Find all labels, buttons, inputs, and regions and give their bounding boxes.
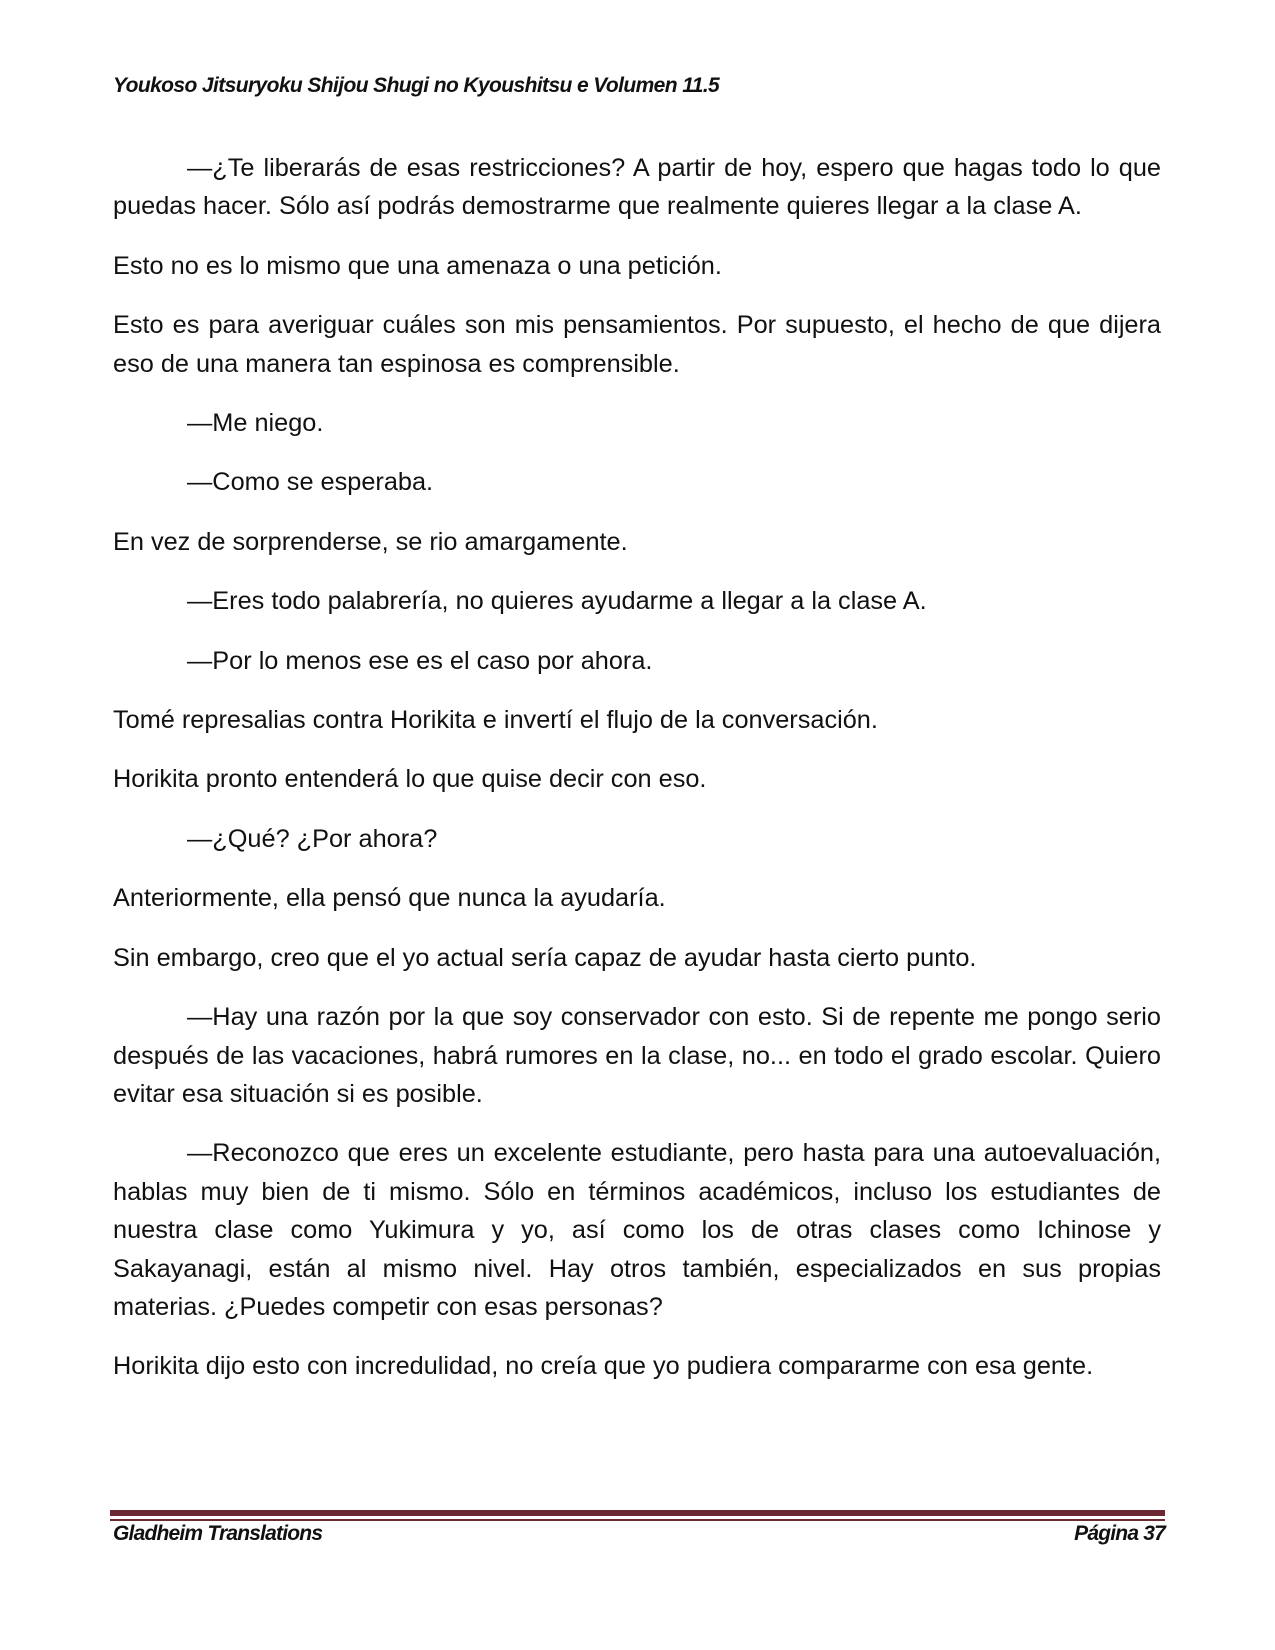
narration-paragraph: Esto es para averiguar cuáles son mis pensamientos. Por supuesto, el hecho de que dijera eso de una manera tan espinosa es comprensible. <box>113 311 1161 378</box>
page-body <box>113 149 1161 1407</box>
dialogue-paragraph: —Me niego. <box>187 409 324 438</box>
running-header: Youkoso Jitsuryoku Shijou Shugi no Kyoushitsu e Volumen 11.5 <box>113 74 720 97</box>
narration-paragraph: Esto no es lo mismo que una amenaza o una petición. <box>113 251 722 280</box>
narration-paragraph: Horikita dijo esto con incredulidad, no creía que yo pudiera compararme con esa gente. <box>113 1352 1094 1381</box>
footer-translator: Gladheim Translations <box>113 1522 323 1545</box>
dialogue-paragraph: —¿Qué? ¿Por ahora? <box>187 824 438 853</box>
narration-paragraph: Horikita pronto entenderá lo que quise decir con eso. <box>113 765 707 794</box>
footer-rule-thick <box>110 1510 1165 1516</box>
narration-paragraph: Anteriormente, ella pensó que nunca la ayudaría. <box>113 884 666 913</box>
footer-rule-thin <box>110 1519 1165 1521</box>
narration-paragraph: Sin embargo, creo que el yo actual sería capaz de ayudar hasta cierto punto. <box>113 943 977 972</box>
dialogue-paragraph: —¿Te liberarás de esas restricciones? A partir de hoy, espero que hagas todo lo que puedas hacer. Sólo así podrás demostrarme que realmente quieres llegar a la clase A. <box>113 154 1161 221</box>
dialogue-paragraph: —Eres todo palabrería, no quieres ayudarme a llegar a la clase A. <box>187 587 927 616</box>
dialogue-paragraph: —Por lo menos ese es el caso por ahora. <box>187 646 653 675</box>
narration-paragraph: En vez de sorprenderse, se rio amargamente. <box>113 527 628 556</box>
dialogue-paragraph: —Como se esperaba. <box>187 468 434 497</box>
footer-page-number: Página 37 <box>1074 1522 1165 1545</box>
dialogue-paragraph: —Reconozco que eres un excelente estudiante, pero hasta para una autoevaluación, hablas muy bien de ti mismo. Sólo en términos académicos, incluso los estudiantes de nuestra clase como Yukimura y yo, así como los de otras clases como Ichinose y Sakayanagi, están al mismo nivel. Hay otros también, especializados en sus propias materias. ¿Puedes competir con esas personas? <box>113 1139 1161 1321</box>
narration-paragraph: Tomé represalias contra Horikita e invertí el flujo de la conversación. <box>113 706 878 735</box>
dialogue-paragraph: —Hay una razón por la que soy conservador con esto. Si de repente me pongo serio después de las vacaciones, habrá rumores en la clase, no... en todo el grado escolar. Quiero evitar esa situación si es posible. <box>113 1003 1161 1108</box>
